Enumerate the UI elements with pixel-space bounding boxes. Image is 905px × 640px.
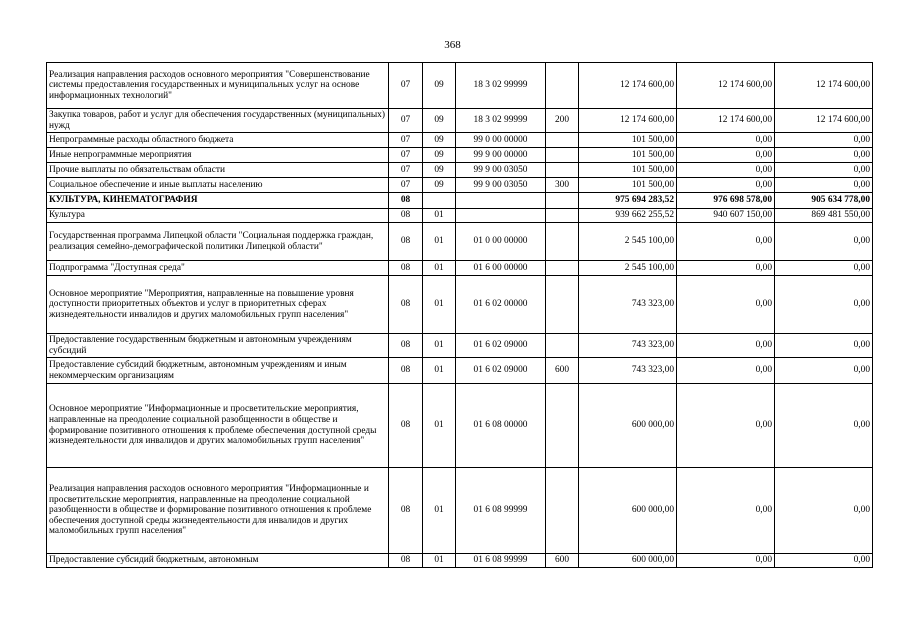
row-expense-type: [546, 133, 579, 148]
row-expense-type: [546, 163, 579, 178]
row-amount-year3: 905 634 778,00: [775, 193, 873, 209]
row-name: Непрограммные расходы областного бюджета: [47, 133, 389, 148]
table-row: [47, 358, 873, 384]
row-subsection: 09: [423, 148, 456, 163]
row-amount-year2: 0,00: [677, 358, 775, 384]
row-name: Предоставление субсидий бюджетным, автономным учреждениям и иным некоммерческим организациям: [47, 358, 389, 384]
row-amount-year3: 0,00: [775, 468, 873, 554]
row-expense-type: [546, 334, 579, 358]
row-amount-year3: 12 174 600,00: [775, 109, 873, 133]
row-amount-year3: 0,00: [775, 178, 873, 193]
row-amount-year1: 743 323,00: [579, 334, 677, 358]
table-row: [47, 223, 873, 261]
row-target-article: 01 6 00 00000: [456, 261, 546, 276]
row-amount-year1: 743 323,00: [579, 276, 677, 334]
row-target-article: 01 6 08 00000: [456, 384, 546, 468]
row-name: Культура: [47, 209, 389, 223]
row-section: 07: [389, 63, 423, 109]
row-amount-year2: 0,00: [677, 554, 775, 568]
row-subsection: 01: [423, 468, 456, 554]
table-row: [47, 276, 873, 334]
row-amount-year3: 0,00: [775, 384, 873, 468]
table-row: [47, 178, 873, 193]
row-section: 07: [389, 178, 423, 193]
row-subsection: 09: [423, 133, 456, 148]
row-name: Основное мероприятие "Информационные и просветительские мероприятия, направленные на преодоление социальной разобщенности в обществе и формирование позитивного отношения к проблеме обеспечения доступной среды жизнедеятельности для инвалидов и других маломобильных групп населения": [47, 384, 389, 468]
row-amount-year1: 101 500,00: [579, 133, 677, 148]
row-amount-year1: 101 500,00: [579, 178, 677, 193]
row-amount-year2: 0,00: [677, 133, 775, 148]
row-amount-year1: 2 545 100,00: [579, 261, 677, 276]
row-section: 07: [389, 148, 423, 163]
row-name: Социальное обеспечение и иные выплаты населению: [47, 178, 389, 193]
row-target-article: 01 6 02 09000: [456, 334, 546, 358]
table-row: [47, 109, 873, 133]
table-row: [47, 209, 873, 223]
row-amount-year2: 12 174 600,00: [677, 63, 775, 109]
row-amount-year3: 0,00: [775, 223, 873, 261]
row-expense-type: [546, 209, 579, 223]
row-name: Предоставление субсидий бюджетным, автономным: [47, 554, 389, 568]
row-section: 07: [389, 163, 423, 178]
table-row: [47, 63, 873, 109]
row-amount-year1: 101 500,00: [579, 148, 677, 163]
table-row: [47, 334, 873, 358]
table-row: [47, 468, 873, 554]
row-amount-year2: 0,00: [677, 384, 775, 468]
row-amount-year2: 0,00: [677, 468, 775, 554]
row-subsection: 09: [423, 63, 456, 109]
row-amount-year2: 0,00: [677, 178, 775, 193]
row-name: КУЛЬТУРА, КИНЕМАТОГРАФИЯ: [47, 193, 389, 209]
row-amount-year3: 869 481 550,00: [775, 209, 873, 223]
row-amount-year3: 0,00: [775, 554, 873, 568]
row-expense-type: 600: [546, 358, 579, 384]
row-expense-type: [546, 223, 579, 261]
row-amount-year1: 743 323,00: [579, 358, 677, 384]
row-amount-year2: 0,00: [677, 261, 775, 276]
row-subsection: 01: [423, 276, 456, 334]
row-expense-type: [546, 276, 579, 334]
row-subsection: 01: [423, 358, 456, 384]
row-section: 08: [389, 468, 423, 554]
row-amount-year2: 0,00: [677, 223, 775, 261]
row-target-article: 18 3 02 99999: [456, 109, 546, 133]
row-amount-year2: 940 607 150,00: [677, 209, 775, 223]
row-section: 07: [389, 133, 423, 148]
row-expense-type: [546, 148, 579, 163]
row-section: 07: [389, 109, 423, 133]
row-amount-year1: 12 174 600,00: [579, 109, 677, 133]
row-target-article: [456, 209, 546, 223]
row-expense-type: [546, 63, 579, 109]
row-amount-year2: 0,00: [677, 148, 775, 163]
row-subsection: [423, 193, 456, 209]
table-body: [47, 63, 873, 568]
row-amount-year1: 600 000,00: [579, 468, 677, 554]
row-section: 08: [389, 384, 423, 468]
row-name: Иные непрограммные мероприятия: [47, 148, 389, 163]
row-amount-year3: 0,00: [775, 334, 873, 358]
row-expense-type: [546, 193, 579, 209]
table-row: [47, 384, 873, 468]
row-name: Основное мероприятие "Мероприятия, направленные на повышение уровня доступности приоритетных объектов и услуг в приоритетных сферах жизнедеятельности инвалидов и других маломобильных групп населения": [47, 276, 389, 334]
row-target-article: 18 3 02 99999: [456, 63, 546, 109]
table-row: [47, 148, 873, 163]
row-name: Подпрограмма "Доступная среда": [47, 261, 389, 276]
row-target-article: 99 9 00 00000: [456, 148, 546, 163]
row-target-article: 01 6 02 00000: [456, 276, 546, 334]
row-subsection: 09: [423, 178, 456, 193]
row-subsection: 09: [423, 163, 456, 178]
row-target-article: [456, 193, 546, 209]
row-subsection: 01: [423, 334, 456, 358]
row-section: 08: [389, 261, 423, 276]
row-target-article: 01 0 00 00000: [456, 223, 546, 261]
row-amount-year1: 600 000,00: [579, 554, 677, 568]
row-amount-year2: 0,00: [677, 276, 775, 334]
row-amount-year3: 0,00: [775, 261, 873, 276]
row-section: 08: [389, 276, 423, 334]
row-amount-year1: 12 174 600,00: [579, 63, 677, 109]
row-subsection: 09: [423, 109, 456, 133]
row-name: Реализация направления расходов основного мероприятия "Совершенствование системы предоставления государственных и муниципальных услуг на основе информационных технологий": [47, 63, 389, 109]
row-amount-year1: 975 694 283,52: [579, 193, 677, 209]
row-name: Прочие выплаты по обязательствам области: [47, 163, 389, 178]
row-expense-type: 300: [546, 178, 579, 193]
row-amount-year2: 976 698 578,00: [677, 193, 775, 209]
row-target-article: 99 9 00 03050: [456, 178, 546, 193]
row-target-article: 99 9 00 03050: [456, 163, 546, 178]
row-section: 08: [389, 209, 423, 223]
row-expense-type: [546, 468, 579, 554]
row-amount-year3: 0,00: [775, 148, 873, 163]
table-row: [47, 261, 873, 276]
row-target-article: 01 6 08 99999: [456, 468, 546, 554]
row-subsection: 01: [423, 554, 456, 568]
row-amount-year2: 12 174 600,00: [677, 109, 775, 133]
budget-table: [46, 62, 873, 568]
table-row: [47, 193, 873, 209]
row-section: 08: [389, 358, 423, 384]
row-expense-type: 200: [546, 109, 579, 133]
row-subsection: 01: [423, 209, 456, 223]
row-amount-year3: 0,00: [775, 133, 873, 148]
row-amount-year1: 101 500,00: [579, 163, 677, 178]
table-row: [47, 163, 873, 178]
row-amount-year3: 0,00: [775, 358, 873, 384]
row-subsection: 01: [423, 223, 456, 261]
page-number: 368: [444, 39, 461, 51]
row-target-article: 01 6 08 99999: [456, 554, 546, 568]
row-amount-year3: 0,00: [775, 276, 873, 334]
table-row: [47, 554, 873, 568]
row-subsection: 01: [423, 384, 456, 468]
row-section: 08: [389, 193, 423, 209]
row-section: 08: [389, 223, 423, 261]
row-amount-year3: 0,00: [775, 163, 873, 178]
row-amount-year3: 12 174 600,00: [775, 63, 873, 109]
table-row: [47, 133, 873, 148]
row-section: 08: [389, 554, 423, 568]
row-amount-year1: 600 000,00: [579, 384, 677, 468]
row-name: Предоставление государственным бюджетным и автономным учреждениям субсидий: [47, 334, 389, 358]
row-target-article: 01 6 02 09000: [456, 358, 546, 384]
row-amount-year2: 0,00: [677, 163, 775, 178]
row-target-article: 99 0 00 00000: [456, 133, 546, 148]
row-name: Государственная программа Липецкой области "Социальная поддержка граждан, реализация семейно-демографической политики Липецкой области": [47, 223, 389, 261]
row-expense-type: [546, 261, 579, 276]
row-amount-year1: 2 545 100,00: [579, 223, 677, 261]
row-name: Закупка товаров, работ и услуг для обеспечения государственных (муниципальных) нужд: [47, 109, 389, 133]
row-name: Реализация направления расходов основного мероприятия "Информационные и просветительские мероприятия, направленные на преодоление социальной разобщенности в обществе и формирование позитивного отношения к проблеме обеспечения доступной среды жизнедеятельности для инвалидов и других маломобильных групп населения": [47, 468, 389, 554]
row-amount-year1: 939 662 255,52: [579, 209, 677, 223]
row-expense-type: [546, 384, 579, 468]
row-expense-type: 600: [546, 554, 579, 568]
row-amount-year2: 0,00: [677, 334, 775, 358]
row-section: 08: [389, 334, 423, 358]
row-subsection: 01: [423, 261, 456, 276]
